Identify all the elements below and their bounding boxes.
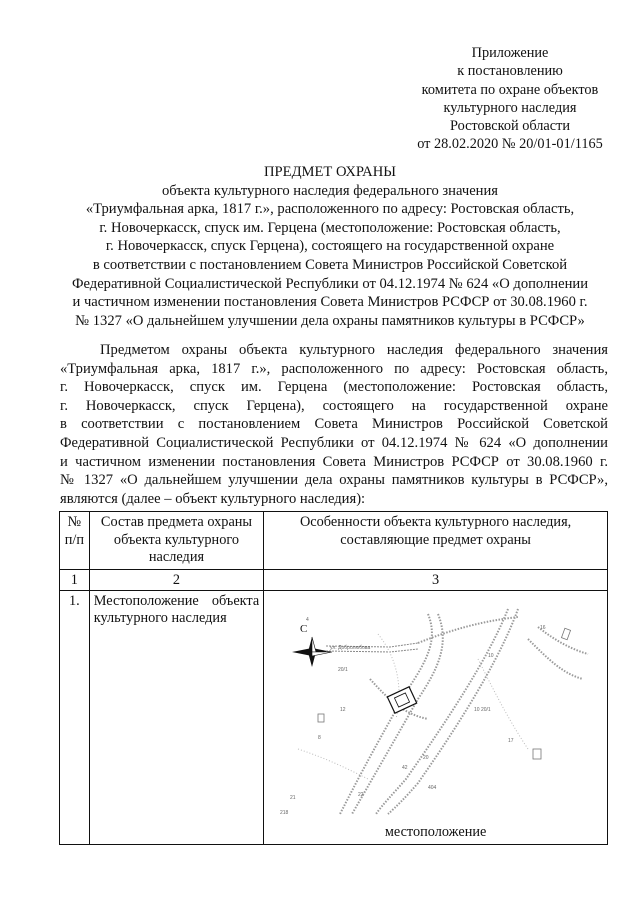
map-label: 8 xyxy=(318,734,321,741)
map-label: 21 xyxy=(290,794,296,801)
column-number: 3 xyxy=(264,569,608,590)
north-label: С xyxy=(300,622,308,635)
title-line: Федеративной Социалистической Республики от 04.12.1974 № 624 «О дополнении xyxy=(71,275,589,292)
column-number-row xyxy=(60,569,608,590)
map-label: 218 xyxy=(280,809,289,816)
title-line: и частичном изменении постановления Совета Министров РСФСР от 30.08.1960 г. xyxy=(72,294,588,311)
title-heading: ПРЕДМЕТ ОХРАНЫ xyxy=(264,164,396,180)
paragraph-line: в соответствии с постановлением Совета Министров Российской Советской xyxy=(60,416,608,433)
map-label: 10 xyxy=(488,652,494,659)
location-map xyxy=(278,599,593,824)
map-label: 12 xyxy=(340,706,346,713)
paragraph-line: Федеративной Социалистической Республики от 04.12.1974 № 624 «О дополнении xyxy=(60,434,608,451)
appendix-line: Приложение xyxy=(471,45,549,61)
title-line: «Триумфальная арка, 1817 г.», расположенного по адресу: Ростовская область, xyxy=(85,201,575,218)
map-label: 10 20/1 xyxy=(474,706,491,713)
header-features: Особенности объекта культурного наследия, составляющие предмет охраны xyxy=(264,512,608,570)
header-num: № п/п xyxy=(60,512,90,570)
location-map-cell xyxy=(264,590,608,844)
paragraph-line: Предметом охраны объекта культурного наследия федерального значения xyxy=(100,342,608,358)
paragraph-line: «Триумфальная арка, 1817 г.», расположенного по адресу: Ростовская область, xyxy=(60,360,608,377)
map-label: 4 xyxy=(306,616,309,623)
street-label: ул. Добролюбова xyxy=(330,644,371,651)
appendix-line: от 28.02.2020 № 20/01-01/1165 xyxy=(417,136,603,153)
table-header-row xyxy=(60,512,608,570)
row-composition xyxy=(89,590,263,844)
table-row xyxy=(60,590,608,844)
north-arrow-icon xyxy=(292,637,332,667)
column-number: 2 xyxy=(89,569,263,590)
title-line: № 1327 «О дальнейшем улучшении дела охраны памятников культуры в РСФСР» xyxy=(75,312,585,329)
title-line: г. Новочеркасск, спуск Герцена), состоящего на государственной охране xyxy=(105,238,555,255)
map-label: 17 xyxy=(508,737,514,744)
map-label: 20/1 xyxy=(338,666,348,673)
paragraph-line: являются (далее – объект культурного наследия): xyxy=(60,490,366,507)
appendix-line: комитета по охране объектов xyxy=(421,81,599,98)
map-label: 20 xyxy=(423,754,429,761)
header-composition: Состав предмета охраны объекта культурного наследия xyxy=(89,512,263,570)
paragraph-line: № 1327 «О дальнейшем улучшении дела охраны памятников культуры в РСФСР», xyxy=(60,472,608,489)
title-line: объекта культурного наследия федерального значения xyxy=(161,182,499,199)
body-paragraph xyxy=(60,341,608,508)
map-caption: местоположение xyxy=(384,824,487,841)
paragraph-line: г. Новочеркасск, спуск Герцена), состоящего на государственной охране xyxy=(60,397,608,414)
composition-line: Местоположение объекта xyxy=(93,592,260,609)
map-label: 22 xyxy=(358,791,364,798)
protection-subject-table xyxy=(59,511,608,845)
row-num: 1. xyxy=(60,590,90,844)
map-label: 16 xyxy=(540,624,546,631)
title-line: г. Новочеркасск, спуск им. Герцена (местоположение: Ростовская область, xyxy=(99,219,561,236)
map-label: 42 xyxy=(402,764,408,771)
appendix-block xyxy=(395,44,625,154)
paragraph-line: г. Новочеркасск, спуск им. Герцена (местоположение: Ростовская область, xyxy=(60,379,608,396)
appendix-line: Ростовской области xyxy=(449,118,571,135)
title-line: в соответствии с постановлением Совета Министров Российской Советской xyxy=(92,256,568,273)
map-label: 404 xyxy=(428,784,437,791)
document-title xyxy=(60,163,600,330)
composition-line: культурного наследия xyxy=(93,610,227,627)
paragraph-line: и частичном изменении постановления Совета Министров РСФСР от 30.08.1960 г. xyxy=(60,453,608,470)
appendix-line: культурного наследия xyxy=(443,99,577,116)
column-number: 1 xyxy=(60,569,90,590)
appendix-line: к постановлению xyxy=(457,63,563,80)
